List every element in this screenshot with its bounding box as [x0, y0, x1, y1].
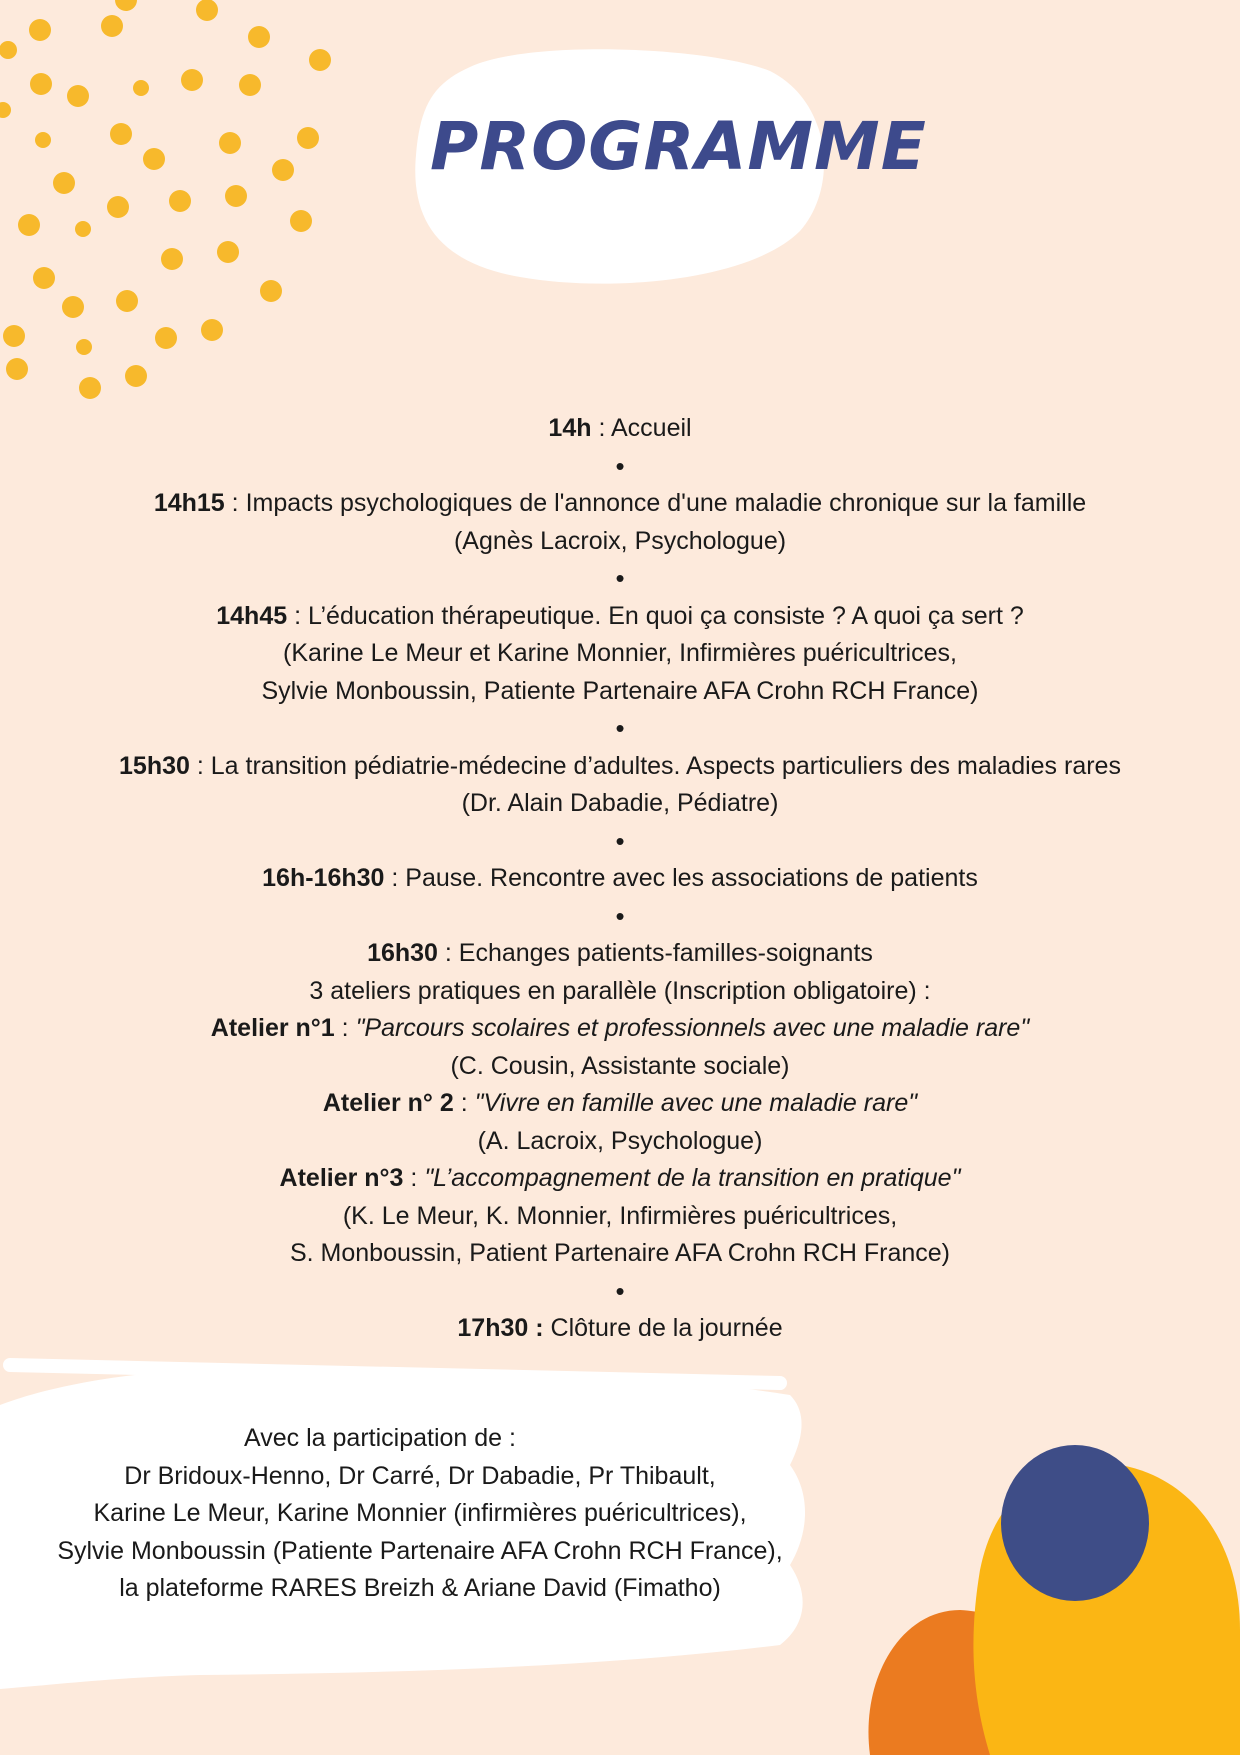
decorative-shapes — [840, 1430, 1240, 1755]
schedule-item-education: 14h45 : L’éducation thérapeutique. En quoi ça consiste ? A quoi ça sert ? — [216, 601, 1024, 630]
workshop-1: Atelier n°1 : "Parcours scolaires et professionnels avec une maladie rare" — [210, 1014, 1030, 1042]
decorative-dot — [33, 267, 55, 289]
decorative-dot — [67, 85, 89, 107]
schedule-item-pause: 16h-16h30 : Pause. Rencontre avec les associations de patients — [262, 864, 978, 892]
decorative-dot — [18, 214, 40, 236]
bullet-separator: • — [615, 900, 625, 931]
workshop-speaker: (K. Le Meur, K. Monnier, Infirmières puéricultrices, — [342, 1201, 898, 1230]
decorative-dot — [101, 15, 123, 37]
page-title: PROGRAMME — [430, 108, 927, 185]
schedule-item-echanges: 16h30 : Echanges patients-familles-soignants — [367, 939, 873, 967]
schedule-item-accueil: 14h : Accueil — [548, 414, 692, 442]
bullet-separator: • — [615, 450, 625, 481]
decorative-dot — [75, 221, 91, 237]
decorative-dot — [115, 0, 137, 11]
decorative-dot — [0, 41, 17, 59]
decorative-dot — [201, 319, 223, 341]
navy-circle — [1001, 1445, 1149, 1601]
participation-line: Sylvie Monboussin (Patiente Partenaire AFA Crohn RCH France), — [57, 1536, 783, 1565]
participation-line: la plateforme RARES Breizh & Ariane David (Fimatho) — [119, 1574, 721, 1602]
decorative-dot — [35, 132, 51, 148]
decorative-dot — [79, 377, 101, 399]
decorative-dot — [239, 74, 261, 96]
participation-block — [20, 1420, 820, 1608]
decorative-dot — [0, 102, 11, 118]
decorative-dot — [260, 280, 282, 302]
schedule-speaker: (Dr. Alain Dabadie, Pédiatre) — [461, 789, 779, 817]
decorative-dot — [181, 69, 203, 91]
decorative-dot — [3, 325, 25, 347]
bullet-separator: • — [615, 1275, 625, 1306]
decorative-dot — [6, 358, 28, 380]
decorative-dots — [0, 0, 340, 420]
decorative-dot — [116, 290, 138, 312]
workshop-3: Atelier n°3 : "L’accompagnement de la transition en pratique" — [279, 1164, 961, 1192]
decorative-dot — [155, 327, 177, 349]
bullet-separator: • — [615, 563, 625, 593]
workshop-speaker: S. Monboussin, Patient Partenaire AFA Crohn RCH France) — [289, 1239, 951, 1267]
bullet-separator: • — [615, 825, 625, 856]
decorative-dot — [110, 123, 132, 145]
workshop-speaker: (A. Lacroix, Psychologue) — [477, 1126, 763, 1155]
participation-line: Dr Bridoux-Henno, Dr Carré, Dr Dabadie, Pr Thibault, — [124, 1461, 716, 1490]
participation-heading: Avec la participation de : — [244, 1424, 516, 1452]
schedule-speaker: (Agnès Lacroix, Psychologue) — [453, 526, 787, 555]
decorative-dot — [133, 80, 149, 96]
decorative-dot — [30, 73, 52, 95]
workshop-speaker: (C. Cousin, Assistante sociale) — [450, 1051, 790, 1080]
decorative-dot — [76, 339, 92, 355]
decorative-dot — [272, 159, 294, 181]
participation-line: Karine Le Meur, Karine Monnier (infirmières puéricultrices), — [93, 1499, 747, 1527]
schedule-item-transition: 15h30 : La transition pédiatrie-médecine d’adultes. Aspects particuliers des maladies rares — [119, 751, 1121, 780]
schedule-item-cloture: 17h30 : Clôture de la journée — [457, 1314, 783, 1342]
workshops-intro: 3 ateliers pratiques en parallèle (Inscription obligatoire) : — [309, 976, 931, 1005]
workshop-2: Atelier n° 2 : "Vivre en famille avec une maladie rare" — [322, 1089, 918, 1117]
decorative-dot — [290, 210, 312, 232]
decorative-dot — [29, 19, 51, 41]
schedule-item-impacts: 14h15 : Impacts psychologiques de l'annonce d'une maladie chronique sur la famille — [153, 489, 1087, 517]
decorative-dot — [143, 148, 165, 170]
decorative-dot — [196, 0, 218, 21]
program-schedule — [40, 410, 1200, 1348]
decorative-dot — [62, 296, 84, 318]
decorative-dot — [248, 26, 270, 48]
decorative-dot — [309, 49, 331, 71]
decorative-dot — [169, 190, 191, 212]
decorative-dot — [161, 248, 183, 270]
decorative-dot — [53, 172, 75, 194]
decorative-dot — [219, 132, 241, 154]
bullet-separator: • — [615, 713, 625, 743]
schedule-speaker: (Karine Le Meur et Karine Monnier, Infirmières puéricultrices, — [283, 639, 957, 667]
decorative-dot — [225, 185, 247, 207]
decorative-dot — [125, 365, 147, 387]
decorative-dot — [107, 196, 129, 218]
schedule-speaker: Sylvie Monboussin, Patiente Partenaire AFA Crohn RCH France) — [261, 676, 979, 705]
decorative-dot — [297, 127, 319, 149]
decorative-dot — [217, 241, 239, 263]
